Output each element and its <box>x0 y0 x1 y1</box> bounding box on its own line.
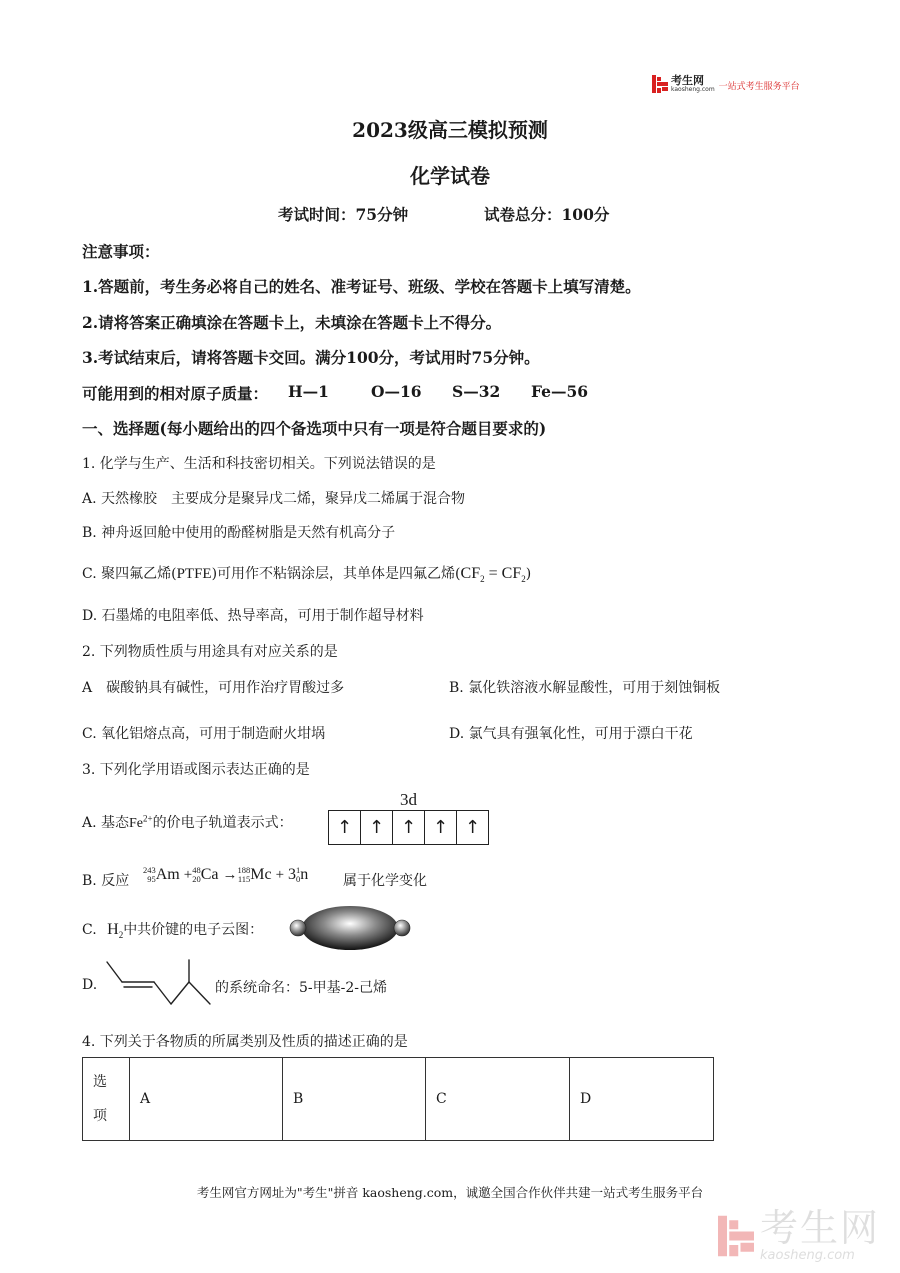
question-1-option-d: D. 石墨烯的电阻率低、热导率高，可用于制作超导材料 <box>82 608 424 624</box>
question-1-option-c-text: C. 聚四氟乙烯( <box>82 566 177 582</box>
question-3-option-d-tail: 的系统命名：5-甲基-2-己烯 <box>215 980 388 996</box>
orbital-box: ↑ <box>329 811 361 845</box>
tfe-formula: $CF_2 = CF_2$ <box>460 565 526 585</box>
notice-item: 2.请将答案正确填涂在答题卡上，未填涂在答题卡上不得分。 <box>82 313 502 332</box>
atomic-mass-fe: Fe—56 <box>531 382 589 401</box>
question-3-stem: 3. 下列化学用语或图示表达正确的是 <box>82 762 310 778</box>
question-1-option-a: A. 天然橡胶 主要成分是聚异戊二烯，聚异戊二烯属于混合物 <box>82 491 466 507</box>
question-2-option-c: C. 氧化铝熔点高，可用于制造耐火坩埚 <box>82 726 326 742</box>
table-header-cell: A <box>130 1058 283 1141</box>
fe-ion: $Fe^{2+}$ <box>129 813 153 831</box>
n-numbers: 1 0 <box>296 865 301 885</box>
exam-subject: 化学试卷 <box>410 164 490 188</box>
electron-cloud-image <box>288 905 412 951</box>
orbital-box: ↑ <box>361 811 393 845</box>
question-2-option-a: A 碳酸钠具有碱性，可用作治疗胃酸过多 <box>82 680 345 696</box>
atomic-mass-o: O—16 <box>371 382 422 401</box>
question-2-option-d: D. 氯气具有强氧化性，可用于漂白干花 <box>449 726 693 742</box>
exam-time: 考试时间：75分钟 <box>278 205 409 224</box>
question-2-option-b: B. 氯化铁溶液水解显酸性，可用于刻蚀铜板 <box>449 680 721 696</box>
brand-logo-icon <box>652 75 668 93</box>
brand-logo-text <box>671 75 715 93</box>
orbital-box: ↑ <box>457 811 489 845</box>
watermark-name: 考生网 <box>760 1206 881 1250</box>
question-3-option-b: B. 反应 <box>82 873 130 889</box>
brand-logo <box>652 74 800 94</box>
question-3-option-b-tail: 属于化学变化 <box>343 873 427 889</box>
watermark-logo-icon <box>718 1215 754 1257</box>
brand-slogan: 一站式考生服务平台 <box>718 81 800 92</box>
exam-title: 2023级高三模拟预测 <box>352 118 548 142</box>
page-footer: 考生网官方网址为"考生"拼音 kaosheng.com，诚邀全国合作伙伴共建一站式考生服务平台 <box>196 1185 704 1200</box>
question-4-table <box>82 1057 714 1141</box>
table-row <box>83 1058 714 1141</box>
atomic-mass-s: S—32 <box>452 382 501 401</box>
question-1-option-c-text: )可用作不粘锅涂层，其单体是四氟乙烯( <box>211 566 461 582</box>
orbital-box: ↑ <box>393 811 425 845</box>
h2-formula: $H_2$ <box>107 921 124 941</box>
am-numbers: 243 95 <box>143 865 156 885</box>
question-3-option-a: A. 基态$Fe^{2+}$的价电子轨道表示式： <box>82 813 293 831</box>
brand-name: 考生网 <box>671 74 704 87</box>
table-header-cell: B <box>283 1058 426 1141</box>
watermark-url: kaosheng.com <box>760 1248 855 1263</box>
notice-heading: 注意事项： <box>82 242 160 261</box>
table-header-cell: 选 项 <box>83 1058 130 1141</box>
atomic-mass-label: 可能用到的相对原子质量： <box>82 384 269 403</box>
ptfe-abbr: PTFE <box>176 566 212 582</box>
question-1-option-c: C. 聚四氟乙烯(PTFE)可用作不粘锅涂层，其单体是四氟乙烯$(CF_2 = CF_2)$ <box>82 565 532 585</box>
skeletal-structure-image <box>104 956 214 1012</box>
section-heading: 一、选择题(每小题给出的四个备选项中只有一项是符合题目要求的) <box>82 419 547 438</box>
question-4-stem: 4. 下列关于各物质的所属类别及性质的描述正确的是 <box>82 1034 408 1050</box>
watermark <box>718 1208 880 1263</box>
question-1-option-b: B. 神舟返回舱中使用的酚醛树脂是天然有机高分子 <box>82 525 396 541</box>
notice-item: 3.考试结束后，请将答题卡交回。满分100分，考试用时75分钟。 <box>82 348 540 367</box>
orbital-box: ↑ <box>425 811 457 845</box>
question-1-stem: 1. 化学与生产、生活和科技密切相关。下列说法错误的是 <box>82 456 436 472</box>
watermark-text <box>760 1208 880 1263</box>
question-2-stem: 2. 下列物质性质与用途具有对应关系的是 <box>82 644 338 660</box>
exam-total-score: 试卷总分：100分 <box>484 205 610 224</box>
brand-url: kaosheng.com <box>671 86 715 93</box>
nuclear-equation: 243 95 Am + 48 20 Ca → 188 115 Mc + 3 1 0 n <box>143 865 309 885</box>
ca-numbers: 48 20 <box>192 865 201 885</box>
table-header-cell: D <box>570 1058 714 1141</box>
notice-item: 1.答题前，考生务必将自己的姓名、准考证号、班级、学校在答题卡上填写清楚。 <box>82 277 641 296</box>
orbital-diagram <box>328 810 489 845</box>
table-header-cell: C <box>426 1058 570 1141</box>
atomic-mass-h: H—1 <box>288 382 329 401</box>
question-3-option-c: C. $H_2$中共价键的电子云图： <box>82 921 264 941</box>
orbital-label: 3d <box>400 790 417 809</box>
mc-numbers: 188 115 <box>237 865 251 885</box>
question-3-option-d: D. <box>82 977 98 993</box>
